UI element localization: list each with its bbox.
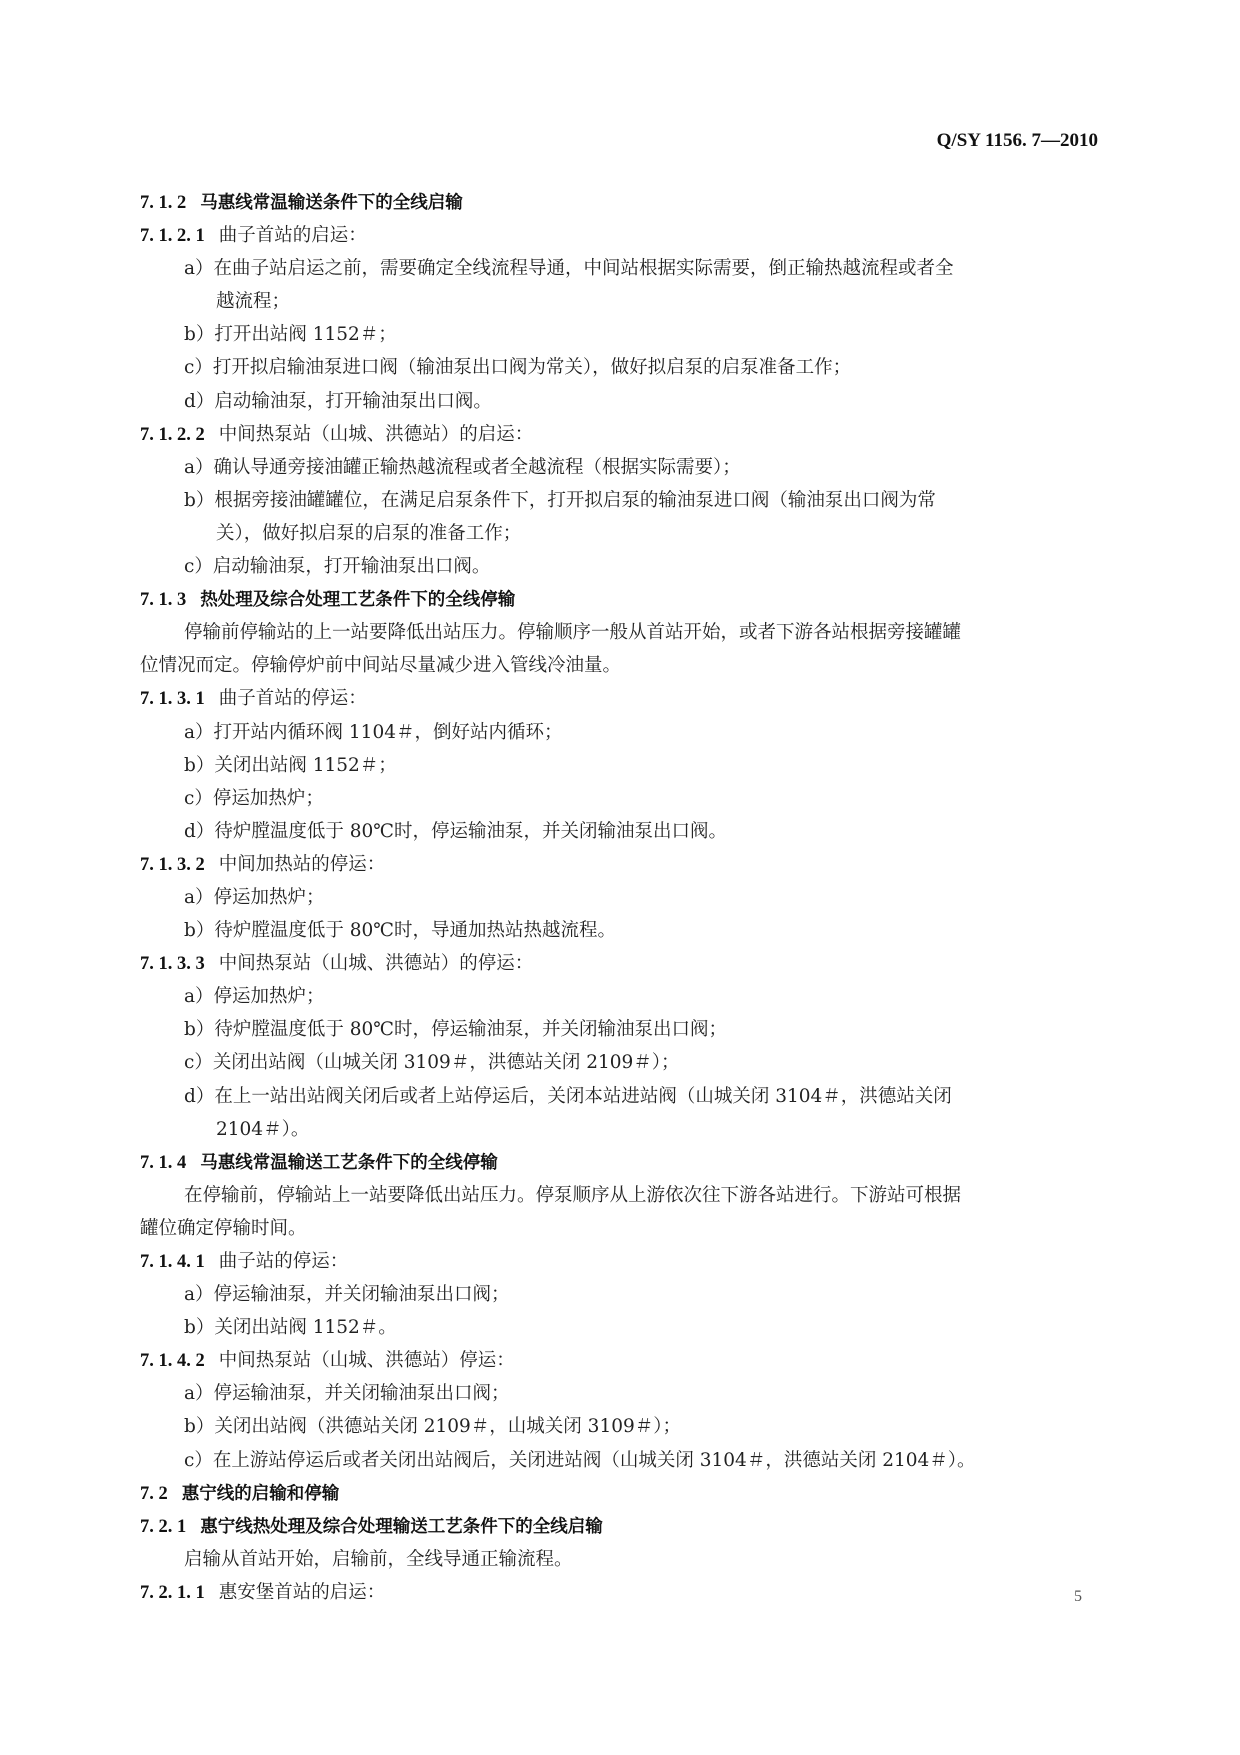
section-number: 7. 1. 4 [140,1152,187,1173]
section-number: 7. 1. 4. 2 [140,1351,205,1372]
section-title: 曲子站的停运： [218,1251,349,1272]
section-title: 惠宁线的启输和停输 [181,1483,340,1504]
section-number: 7. 1. 2 [140,193,187,213]
section-heading [140,583,1100,616]
section-title: 马惠线常温输送工艺条件下的全线停输 [200,1152,498,1173]
section-number: 7. 1. 2. 2 [140,424,205,445]
page-number: 5 [1074,1588,1082,1605]
section-number: 7. 1. 3 [140,590,187,611]
list-item: c）打开拟启输油泵进口阀（输油泵出口阀为常关），做好拟启泵的启泵准备工作； [184,357,852,379]
list-item: b）关闭出站阀 1152＃； [184,754,397,776]
list-item: c）关闭出站阀（山城关闭 3109＃，洪德站关闭 2109＃）； [184,1052,680,1074]
section-heading [140,1510,1100,1543]
section-title: 惠安堡首站的启运： [218,1581,386,1603]
section-number: 7. 1. 2. 1 [140,226,205,247]
section-title: 热处理及综合处理工艺条件下的全线停输 [200,590,516,611]
list-item: a）打开站内循环阀 1104＃，倒好站内循环； [184,721,563,743]
subsection-heading [140,947,1100,980]
section-heading [140,1477,1100,1510]
paragraph: 停输前停输站的上一站要降低出站压力。停输顺序一般从首站开始，或者下游各站根据旁接罐罐 [184,622,962,644]
list-item: c）在上游站停运后或者关闭出站阀后，关闭进站阀（山城关闭 3104＃，洪德站关闭 2104＃）。 [184,1449,976,1471]
list-item: b）关闭出站阀 1152＃。 [184,1317,397,1339]
section-heading [140,186,1100,219]
list-item: a）停运加热炉； [184,886,325,908]
standard-code: Q/SY 1156. 7—2010 [936,130,1098,151]
section-title: 惠宁线热处理及综合处理输送工艺条件下的全线启输 [200,1516,603,1537]
subsection-heading [140,848,1100,881]
section-heading [140,1146,1100,1179]
list-item-continuation: 越流程； [216,291,291,313]
subsection-heading [140,1245,1100,1278]
section-title: 中间热泵站（山城、洪德站）的停运： [218,953,534,975]
subsection-heading [140,1576,1100,1609]
paragraph-continuation: 罐位确定停输时间。 [140,1217,307,1239]
document-body [140,186,1100,1609]
list-item: c）停运加热炉； [184,787,324,809]
list-item: b）待炉膛温度低于 80℃时，导通加热站热越流程。 [184,920,616,942]
list-item-continuation: 2104＃）。 [216,1118,310,1140]
subsection-heading [140,418,1100,451]
section-number: 7. 1. 3. 1 [140,689,205,710]
section-title: 中间热泵站（山城、洪德站）停运： [218,1350,515,1372]
section-number: 7. 2 [140,1483,168,1504]
list-item: b）待炉膛温度低于 80℃时，停运输油泵，并关闭输油泵出口阀； [184,1019,727,1041]
paragraph: 启输从首站开始，启输前，全线导通正输流程。 [184,1548,573,1570]
list-item: a）停运输油泵，并关闭输油泵出口阀； [184,1383,510,1405]
section-number: 7. 1. 3. 3 [140,954,205,975]
subsection-heading [140,682,1100,715]
section-title: 曲子首站的启运： [218,225,367,247]
list-item: b）根据旁接油罐罐位，在满足启泵条件下，打开拟启泵的输油泵进口阀（输油泵出口阀为常 [184,489,936,511]
section-number: 7. 2. 1 [140,1516,187,1537]
subsection-heading [140,219,1100,252]
list-item: b）打开出站阀 1152＃； [184,324,397,346]
section-title: 马惠线常温输送条件下的全线启输 [200,193,463,213]
list-item: a）停运加热炉； [184,986,325,1008]
list-item-continuation: 关），做好拟启泵的启泵的准备工作； [216,522,522,544]
list-item: d）待炉膛温度低于 80℃时，停运输油泵，并关闭输油泵出口阀。 [184,820,727,842]
section-number: 7. 1. 3. 2 [140,854,205,875]
paragraph-continuation: 位情况而定。停输停炉前中间站尽量减少进入管线冷油量。 [140,655,622,677]
list-item: b）关闭出站阀（洪德站关闭 2109＃，山城关闭 3109＃）； [184,1416,682,1438]
list-item: a）在曲子站启运之前，需要确定全线流程导通，中间站根据实际需要，倒正输热越流程或者全 [184,258,954,280]
list-item: d）在上一站出站阀关闭后或者上站停运后，关闭本站进站阀（山城关闭 3104＃，洪德站关闭 [184,1085,952,1107]
list-item: d）启动输油泵，打开输油泵出口阀。 [184,390,492,412]
subsection-heading [140,1344,1100,1377]
paragraph: 在停输前，停输站上一站要降低出站压力。停泵顺序从上游依次往下游各站进行。下游站可根据 [184,1184,962,1206]
section-number: 7. 2. 1. 1 [140,1582,205,1603]
list-item: c）启动输油泵，打开输油泵出口阀。 [184,556,491,578]
section-title: 曲子首站的停运： [218,688,367,710]
list-item: a）停运输油泵，并关闭输油泵出口阀； [184,1284,510,1306]
section-number: 7. 1. 4. 1 [140,1252,205,1272]
section-title: 中间加热站的停运： [218,853,386,875]
section-title: 中间热泵站（山城、洪德站）的启运： [218,423,534,445]
list-item: a）确认导通旁接油罐正输热越流程或者全越流程（根据实际需要）； [184,456,741,478]
